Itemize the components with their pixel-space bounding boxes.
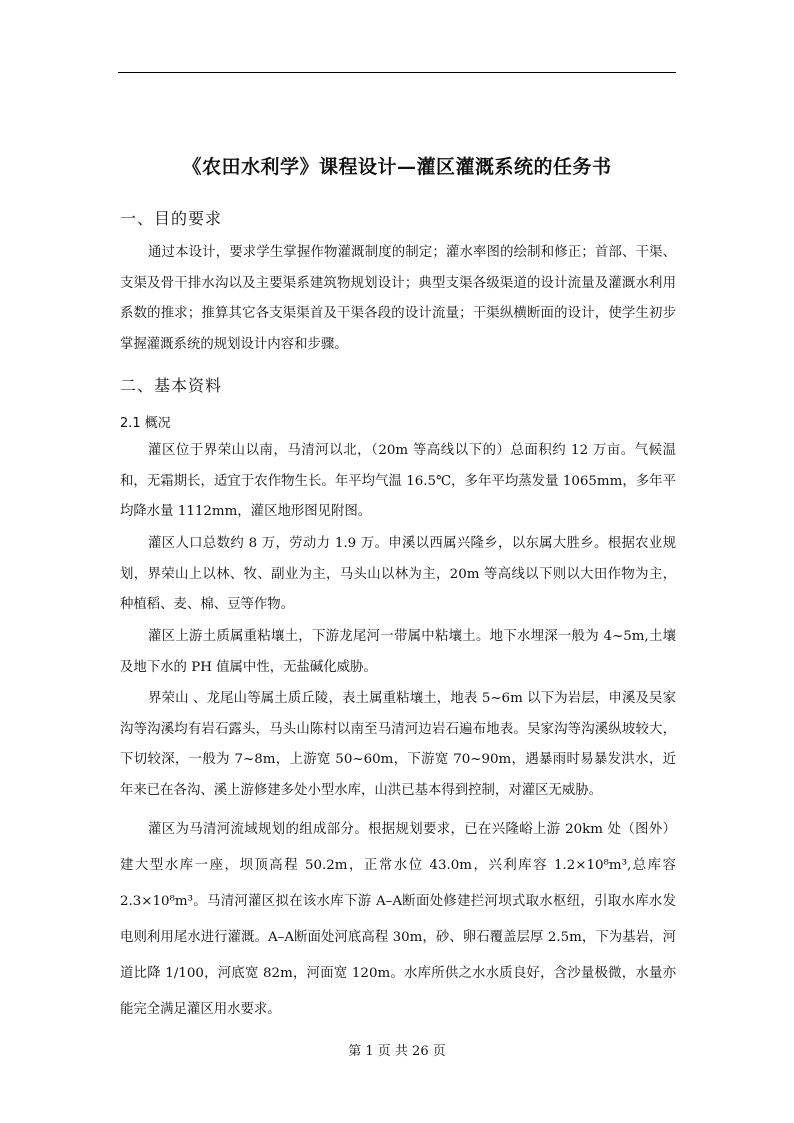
page-footer: 第 1 页 共 26 页 (348, 1044, 446, 1059)
subsection-heading-overview: 2.1 概况 (120, 416, 171, 431)
header-rule (118, 72, 676, 73)
paragraph-reservoir: 灌区为马清河流域规划的组成部分。根据规划要求，已在兴隆峪上游 20km 处（图外）建大型水库一座，坝顶高程 50.2m，正常水位 43.0m，兴利库容 1.2×10⁸m³,总库容 2.3×10⁸m³。马清河灌区拟在该水库下游 A–A断面处修建拦河坝式取水枢纽，引取水库水发电则利用尾水进行灌溉。A–A断面处河底高程 30m，砂、卵石覆盖层厚 2.5m，下为基岩，河道比降 1/100，河底宽 82m，河面宽 120m。水库所供之水水质良好，含沙量极微，水量亦能完全满足灌区用水要求。 (120, 822, 676, 1017)
paragraph-population: 灌区人口总数约 8 万，劳动力 1.9 万。申溪以西属兴隆乡，以东属大胜乡。根据农业规划，界荣山上以林、牧、副业为主，马头山以林为主，20m 等高线以下则以大田作物为主，种植稻、麦、棉、豆等作物。 (120, 536, 676, 613)
paragraph-soil: 灌区上游土质属重粘壤土，下游龙尾河一带属中粘壤土。地下水埋深一般为 4~5m,土壤及地下水的 PH 值属中性，无盐碱化威胁。 (120, 629, 676, 675)
document-title: 《农田水利学》课程设计—灌区灌溉系统的任务书 (182, 156, 612, 178)
section-heading-basic-data: 二、基本资料 (120, 376, 223, 395)
section-heading-objectives: 一、目的要求 (120, 209, 223, 228)
paragraph-objectives: 通过本设计，要求学生掌握作物灌溉制度的制定；灌水率图的绘制和修正；首部、干渠、支渠及骨干排水沟以及主要渠系建筑物规划设计；典型支渠各级渠道的设计流量及灌溉水利用系数的推求；推算其它各支渠渠首及干渠各段的设计流量；干渠纵横断面的设计，使学生初步掌握灌溉系统的规划设计内容和步骤。 (120, 245, 676, 353)
paragraph-location: 灌区位于界荣山以南，马清河以北，（20m 等高线以下的）总面积约 12 万亩。气候温和，无霜期长，适宜于农作物生长。年平均气温 16.5℃，多年平均蒸发量 1065mm，多年平均降水量 1112mm，灌区地形图见附图。 (120, 443, 676, 520)
paragraph-terrain: 界荣山 、龙尾山等属土质丘陵，表土属重粘壤土，地表 5~6m 以下为岩层，申溪及吴家沟等沟溪均有岩石露头，马头山陈村以南至马清河边岩石遍布地表。吴家沟等沟溪纵坡较大，下切较深，一般为 7~8m，上游宽 50~60m，下游宽 70~90m，遇暴雨时易暴发洪水，近年来已在各沟、溪上游修建多处小型水库，山洪已基本得到控制，对灌区无威胁。 (120, 691, 676, 799)
